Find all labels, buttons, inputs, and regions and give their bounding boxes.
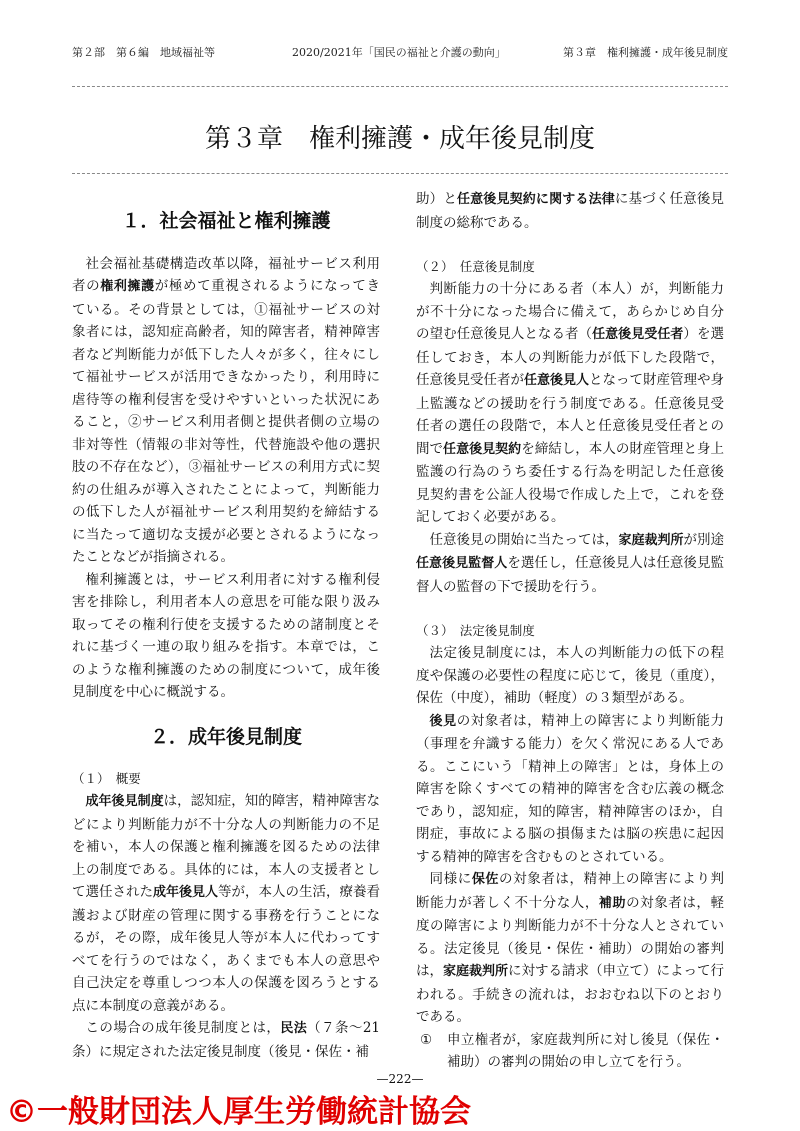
subsection-heading: （１） 概要 [72, 771, 141, 786]
paragraph: 後見の対象者は，精神上の障害により判断能力（事理を弁識する能力）を欠く常況にある人である。ここにいう「精神上の障害」とは，身体上の障害を除くすべての精神的障害を含む広義の概念であり，認知症，知的障害，精神障害のほか，自閉症，事故による脳の損傷または脳の疾患に起因する精神的障害を含むものとされている。 [416, 712, 724, 865]
page-number: —222— [376, 1072, 424, 1086]
paragraph: 法定後見制度には，本人の判断能力の低下の程度や保護の必要性の程度に応じて，後見（重度），保佐（中度），補助（軽度）の３類型がある。 [416, 645, 724, 706]
header-right: 第３章 権利擁護・成年後見制度 [563, 46, 728, 59]
right-column [416, 188, 724, 1074]
paragraph: 成年後見制度は，認知症，知的障害，精神障害などにより判断能力が不十分な人の判断能力の不足を補い，本人の保護と権利擁護を図るための法律上の制度である。具体的には，本人の支援者として選任された成年後見人等が，本人の生活，療養看護および財産の管理に関する事務を行うことになるが，その際，成年後見人等が本人に代わってすべてを行うのではなく，あくまでも本人の意思や自己決定を尊重しつつ本人の保護を図ろうとする点に本制度の意義がある。 [72, 793, 381, 1014]
paragraph: 判断能力の十分にある者（本人）が，判断能力が不十分になった場合に備えて，あらかじめ自分の望む任意後見人となる者（任意後見受任者）を選任しておき，本人の判断能力が低下した段階で，任意後見受任者が任意後見人となって財産管理や身上監護などの援助を行う制度である。任意後見受任者の選任の段階で，本人と任意後見受任者との間で任意後見契約を締結し，本人の財産管理と身上監護の行為のうち委任する行為を明記した任意後見契約書を公証人役場で作成した上で，これを登記しておく必要がある。 [416, 281, 725, 525]
paragraph: 任意後見の開始に当たっては，家庭裁判所が別途任意後見監督人を選任し，任意後見人は任意後見監督人の監督の下で援助を行う。 [416, 531, 725, 595]
list-marker: ① [420, 1031, 433, 1048]
paragraph: 権利擁護とは，サービス利用者に対する権利侵害を排除し，利用者本人の意思を可能な限り汲み取ってその権利行使を支援するための諸制度とそれに基づく一連の取り組みを指す。本章では，このような権利擁護のための制度について，成年後見制度を中心に概説する。 [72, 571, 380, 700]
subsection-heading: （２） 任意後見制度 [416, 259, 535, 274]
paragraph: 同様に保佐の対象者は，精神上の障害により判断能力が著しく不十分な人，補助の対象者は，軽度の障害により判断能力が不十分な人とされている。法定後見（後見・保佐・補助）の開始の審判は，家庭裁判所に対する請求（申立て）によって行われる。手続きの流れは，おおむね以下のとおりである。 [416, 871, 725, 1025]
section-heading-2: ２．成年後見制度 [149, 725, 302, 748]
running-header [72, 38, 728, 60]
paragraph: 社会福祉基礎構造改革以降，福祉サービス利用者の権利擁護が極めて重視されるようになってきている。その背景としては，①福祉サービスの対象者には，認知症高齢者，知的障害者，精神障害者など判断能力が低下した人々が多く，往々にして福祉サービスが活用できなかったり，利用時に虐待等の権利侵害を受けやすいといった状況にあること，②サービス利用者側と提供者側の立場の非対等性（情報の非対等性，代替施設や他の選択肢の不存在など），③福祉サービスの利用方式に契約の仕組みが導入されたことによって，判断能力の低下した人が福祉サービス利用契約を締結するに当たって適切な支援が必要とされるようになったことなどが指摘される。 [72, 255, 381, 565]
header-divider [72, 86, 728, 87]
list-item-text: 申立権者が，家庭裁判所に対し後見（保佐・補助）の審判の開始の申し立てを行う。 [447, 1031, 724, 1070]
header-left: 第２部 第６編 地域福祉等 [72, 46, 215, 59]
list-item [416, 1029, 724, 1074]
chapter-title: 第３章 権利擁護・成年後見制度 [204, 124, 595, 154]
copyright-watermark: ©一般財団法人厚生労働統計協会 [6, 1094, 471, 1130]
section-heading-1: １．社会福祉と権利擁護 [121, 210, 331, 232]
subsection-heading: （３） 法定後見制度 [416, 623, 535, 638]
paragraph: この場合の成年後見制度とは，民法（７条～21条）に規定された法定後見制度（後見・保佐・補 [72, 1020, 380, 1060]
title-divider [72, 173, 728, 174]
paragraph: 助）と任意後見契約に関する法律に基づく任意後見制度の総称である。 [416, 191, 724, 231]
left-column [72, 188, 380, 1063]
header-center: 2020/2021年「国民の福祉と介護の動向」 [292, 46, 506, 59]
